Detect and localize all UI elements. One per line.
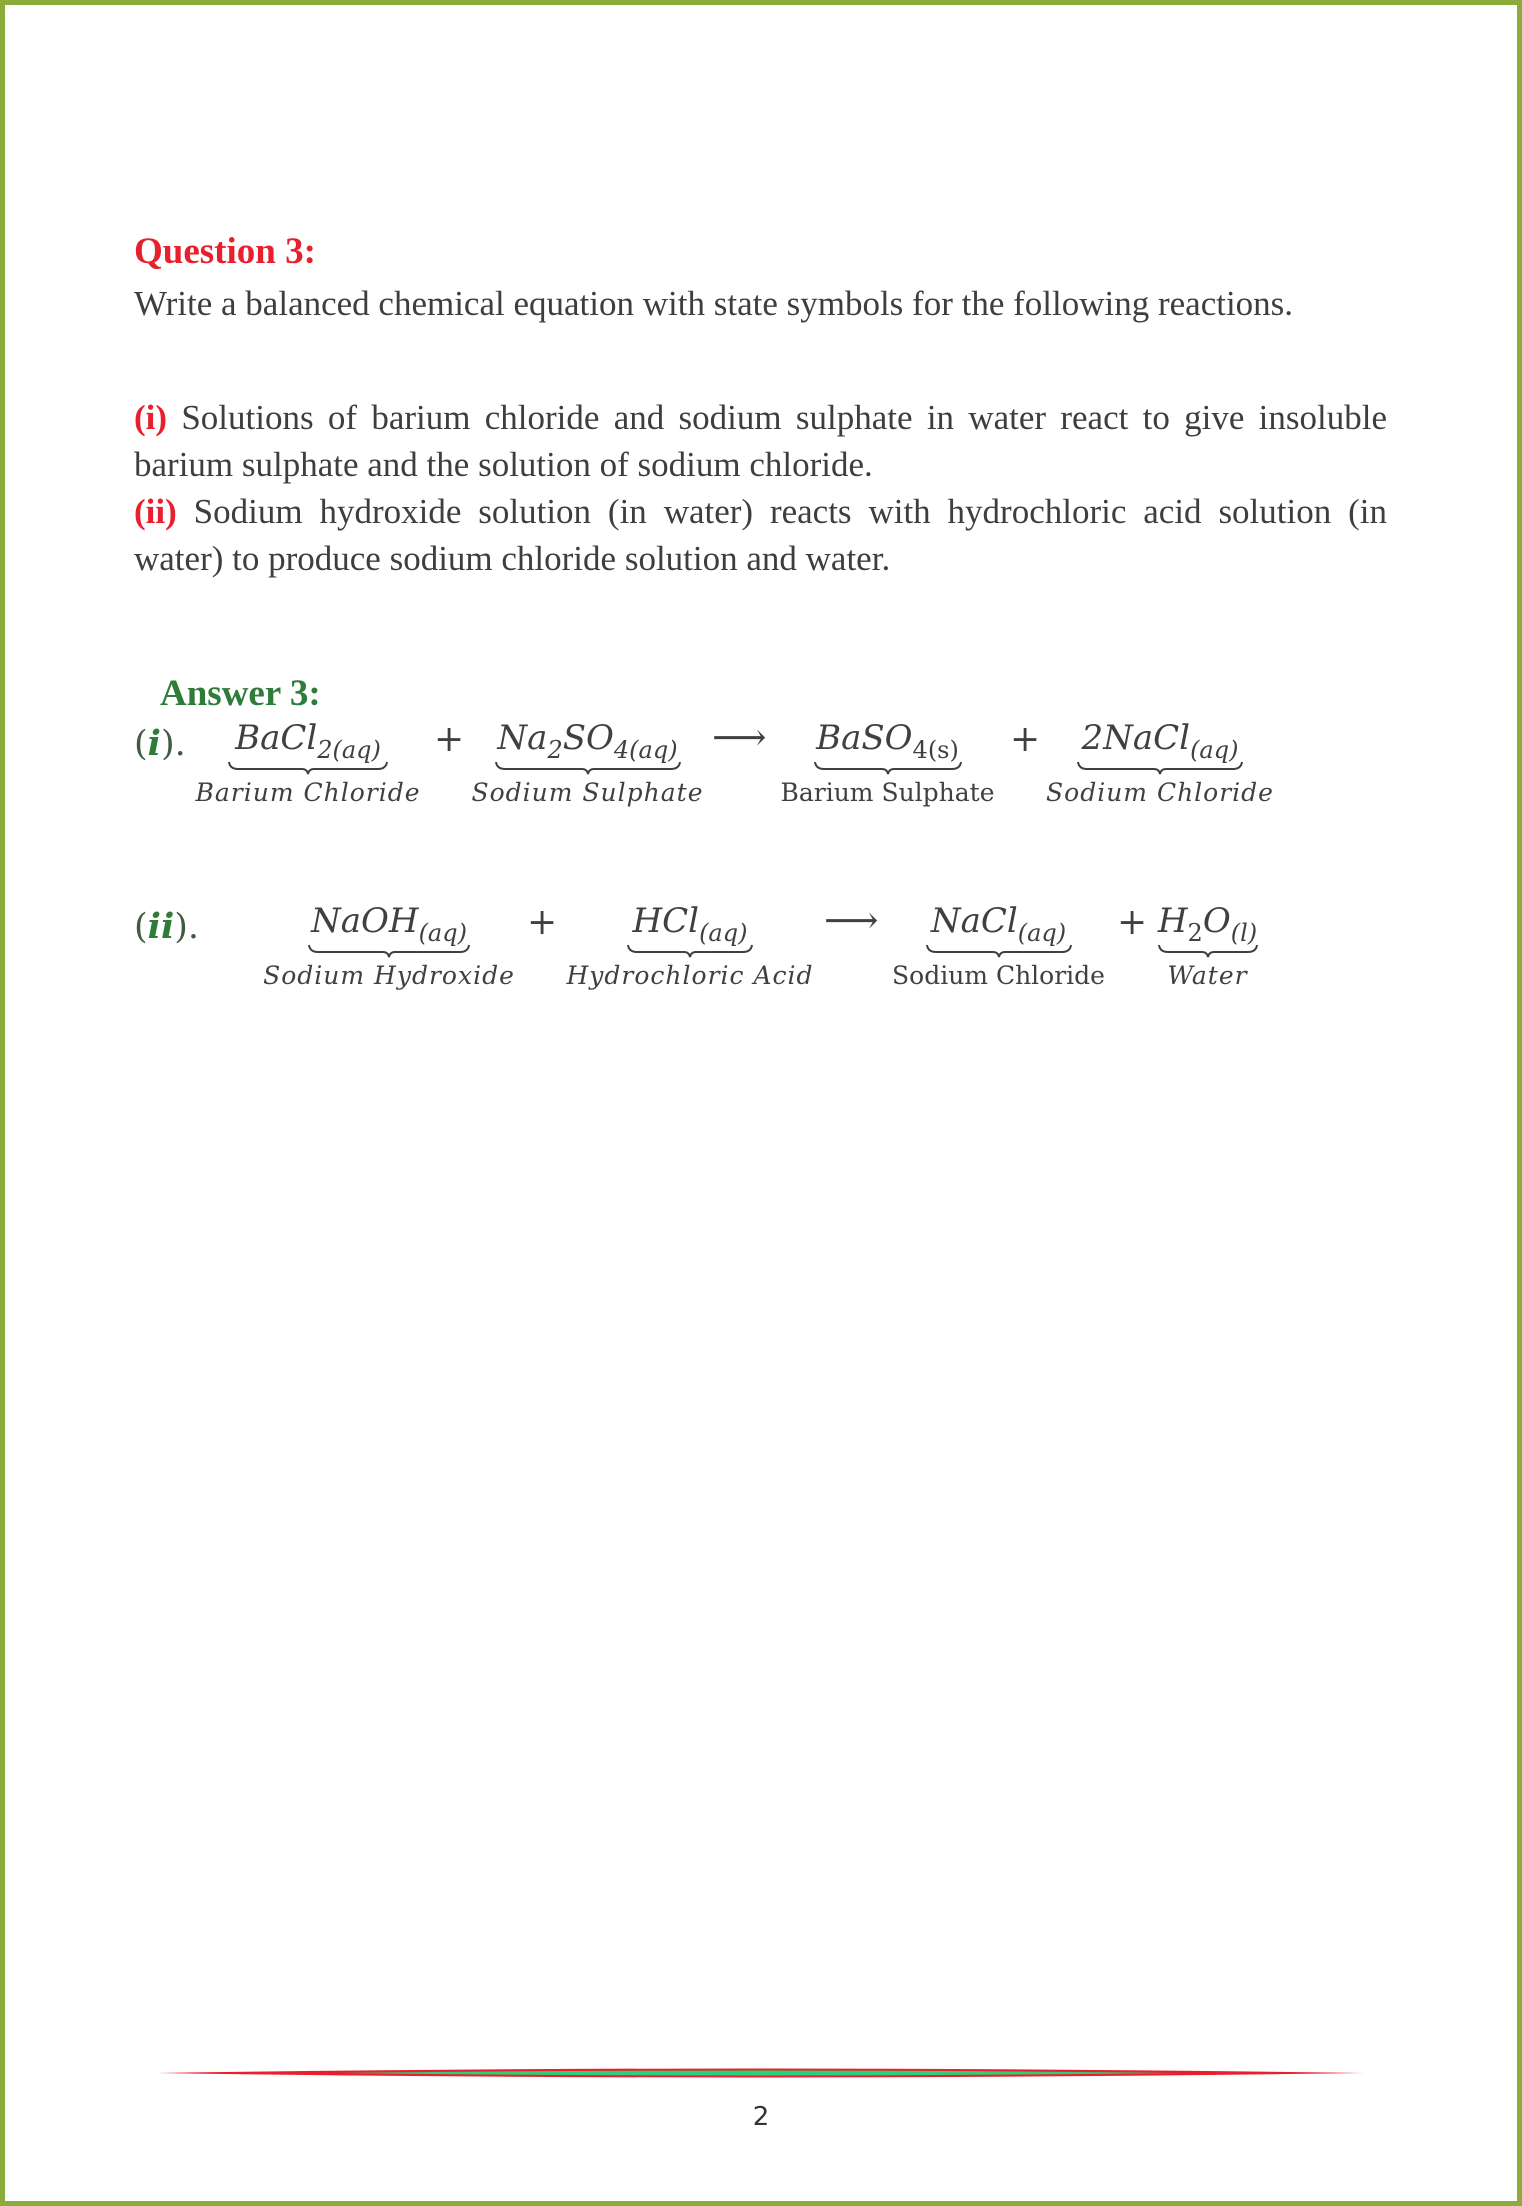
question-heading: Question 3: bbox=[134, 231, 316, 272]
part-label: (i) bbox=[134, 398, 168, 437]
product-term bbox=[880, 898, 1117, 992]
question-intro: Write a balanced chemical equation with state symbols for the following reactions. bbox=[134, 284, 1294, 323]
part-label: (ii) bbox=[134, 492, 177, 531]
reaction-arrow-icon: ⟶ bbox=[824, 898, 879, 942]
question-part-ii bbox=[134, 488, 1387, 582]
compound-name: Sodium Sulphate bbox=[471, 778, 704, 807]
chemical-formula: BaSO$_{4(s)}$ bbox=[816, 718, 959, 764]
product-term bbox=[1150, 898, 1265, 992]
reactant-term bbox=[193, 715, 423, 809]
part-text: Sodium hydroxide solution (in water) reacts with hydrochloric acid solution (in water) to produce sodium chloride solution and water. bbox=[134, 492, 1387, 578]
question-part-i bbox=[134, 394, 1387, 488]
chemical-formula: $Na_2SO_{4(aq)}$ bbox=[497, 718, 678, 764]
equation-i bbox=[0, 715, 1522, 825]
equation-label: (i). bbox=[134, 723, 186, 764]
compound-name: Sodium Hydroxide bbox=[263, 961, 515, 990]
plus-sign: + bbox=[527, 902, 558, 943]
plus-sign: + bbox=[434, 719, 465, 760]
compound-name: Barium Chloride bbox=[195, 778, 421, 807]
compound-name: Hydrochloric Acid bbox=[566, 961, 814, 990]
reaction-arrow-icon: ⟶ bbox=[712, 715, 767, 759]
compound-name: Sodium Chloride bbox=[1046, 778, 1274, 807]
reactant-term bbox=[465, 715, 710, 809]
compound-name: Barium Sulphate bbox=[780, 778, 995, 807]
chemical-formula: NaCl$_{(aq)}$ bbox=[930, 901, 1067, 947]
compound-name: Sodium Chloride bbox=[892, 961, 1105, 990]
equation-label: (ii). bbox=[134, 906, 200, 947]
plus-sign: + bbox=[1117, 902, 1148, 943]
footer-divider bbox=[157, 2066, 1364, 2080]
question-parts bbox=[134, 394, 1387, 582]
part-text: Solutions of barium chloride and sodium sulphate in water react to give insoluble barium sulphate and the solution of sodium chloride. bbox=[134, 398, 1387, 484]
chemical-formula: BaCl$_{2(aq)}$ bbox=[235, 718, 381, 764]
chemical-formula: 2NaCl$_{(aq)}$ bbox=[1081, 718, 1239, 764]
chemical-formula: $H_2O_{(l)}$ bbox=[1157, 901, 1258, 947]
product-term bbox=[770, 715, 1005, 809]
chemical-formula: HCl$_{(aq)}$ bbox=[632, 901, 748, 947]
page-number: 2 bbox=[752, 2102, 770, 2132]
answer-heading: Answer 3: bbox=[160, 673, 321, 714]
product-term bbox=[1040, 715, 1280, 809]
reactant-term bbox=[560, 898, 820, 992]
equation-ii bbox=[0, 898, 1522, 1008]
plus-sign: + bbox=[1010, 719, 1041, 760]
reactant-term bbox=[258, 898, 520, 992]
compound-name: Water bbox=[1167, 961, 1248, 990]
chemical-formula: NaOH$_{(aq)}$ bbox=[311, 901, 467, 947]
